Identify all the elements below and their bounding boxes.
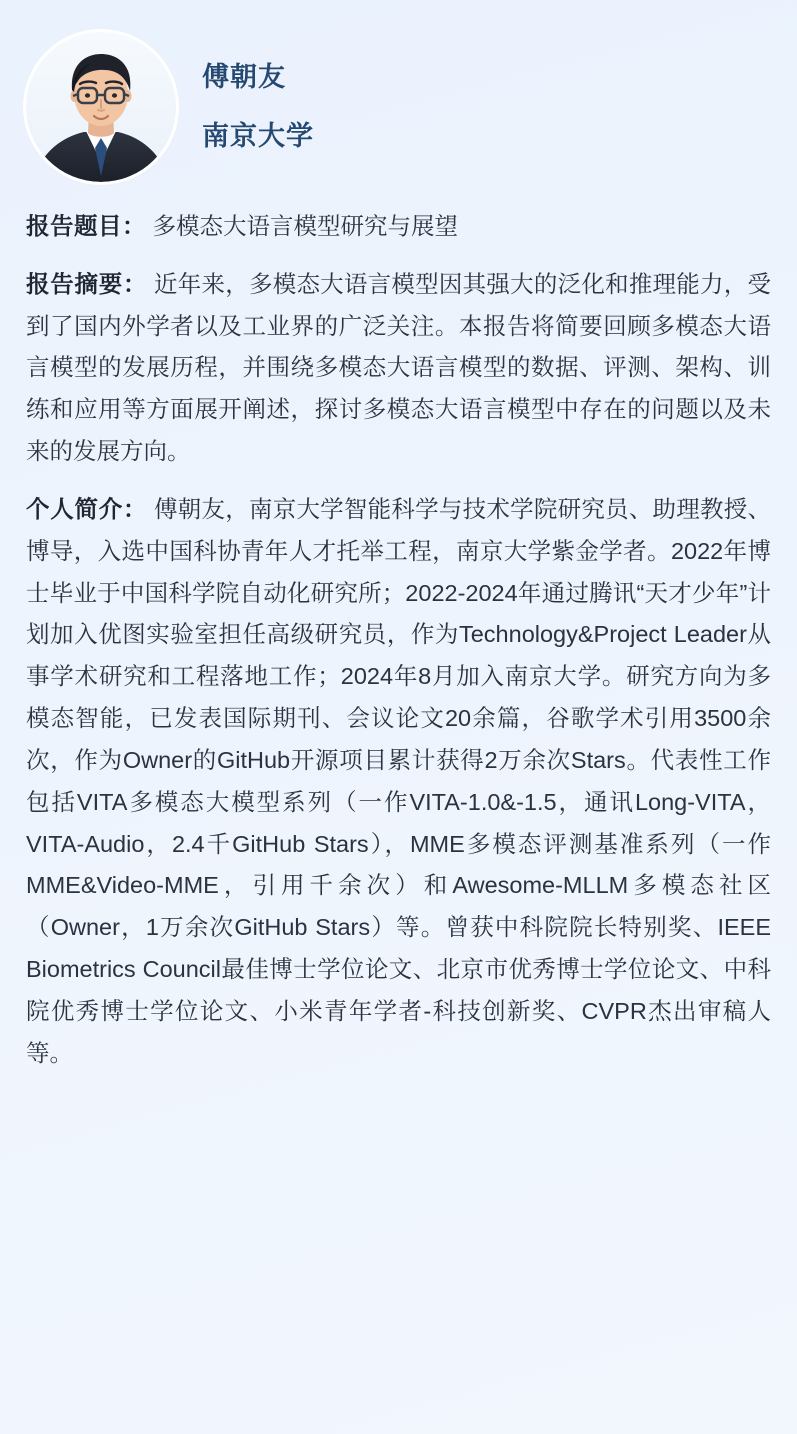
abstract-section <box>26 264 771 473</box>
bio-label: 个人简介： <box>26 495 148 522</box>
profile-header-text <box>202 55 314 159</box>
abstract-label: 报告摘要： <box>26 270 148 297</box>
talk-title-label: 报告题目： <box>26 213 146 239</box>
page-title: 傅朝友 <box>202 62 286 92</box>
avatar <box>26 32 176 182</box>
abstract-value: 近年来，多模态大语言模型因其强大的泛化和推理能力，受到了国内外学者以及工业界的广泛关注。本报告将简要回顾多模态大语言模型的发展历程，并围绕多模态大语言模型的数据、评测、架构、训练和应用等方面展开阐述，探讨多模态大语言模型中存在的问题以及未来的发展方向。 <box>26 270 772 465</box>
affiliation: 南京大学 <box>202 121 314 151</box>
bio-section <box>26 489 771 1075</box>
talk-title-section <box>26 206 771 248</box>
bio-value: 傅朝友，南京大学智能科学与技术学院研究员、助理教授、博导，入选中国科协青年人才托举工程，南京大学紫金学者。2022年博士毕业于中国科学院自动化研究所；2022-2024年通过腾讯“天才少年”计划加入优图实验室担任高级研究员，作为Technology&Project Leader从事学术研究和工程落地工作；2024年8月加入南京大学。研究方向为多模态智能，已发表国际期刊、会议论文20余篇，谷歌学术引用3500余次，作为Owner的GitHub开源项目累计获得2万余次Stars。代表性工作包括VITA多模态大模型系列（一作VITA-1.0&-1.5，通讯Long-VITA，VITA-Audio，2.4千GitHub Stars），MME多模态评测基准系列（一作MME&Video-MME，引用千余次）和Awesome-MLLM多模态社区（Owner，1万余次GitHub Stars）等。曾获中科院院长特别奖、IEEE Biometrics Council最佳博士学位论文、北京市优秀博士学位论文、中科院优秀博士学位论文、小米青年学者-科技创新奖、CVPR杰出审稿人等。 <box>26 495 772 1066</box>
profile-header <box>26 26 771 192</box>
talk-title-value: 多模态大语言模型研究与展望 <box>152 213 459 239</box>
